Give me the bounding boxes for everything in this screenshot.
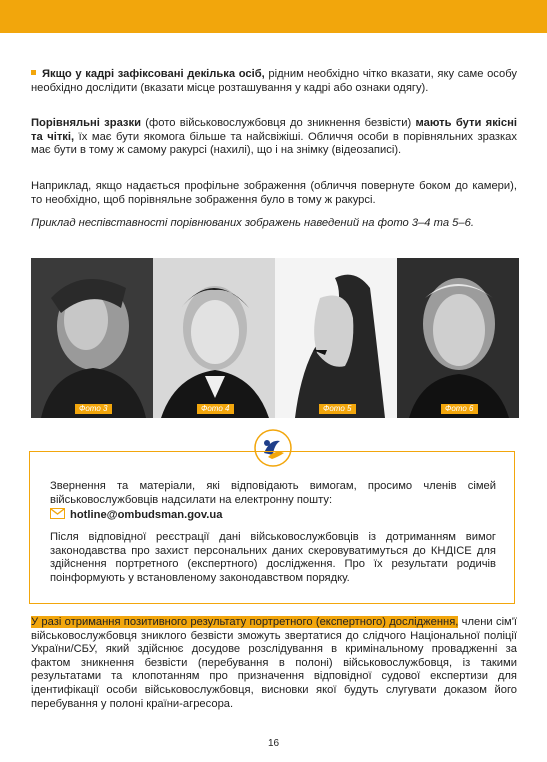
photo-6	[397, 258, 519, 418]
portrait-image	[31, 258, 153, 418]
paragraph-bold-lead: Порівняльні зразки	[31, 117, 141, 129]
bullet-marker	[31, 70, 36, 75]
photo-3	[31, 258, 153, 418]
photo-caption: Фото 5	[319, 404, 356, 414]
envelope-icon	[50, 508, 65, 519]
photo-caption: Фото 3	[75, 404, 112, 414]
box-registration-text: Після відповідної реєстрації дані військовослужбовців із дотриманням вимог законодавства про захист персональних даних скеровуватимуться до КНДІСЕ для здійснення портретного (експертного) дослідження. Про їх результати родичів поінформують у встановленому законодавством порядку.	[50, 531, 496, 584]
paragraph-profile-example: Наприклад, якщо надається профільне зображення (обличчя повернуте боком до камери), то необхідно, щоб порівняльне зображення було в тому ж ракурсі.	[31, 180, 517, 206]
photo-caption: Фото 6	[441, 404, 478, 414]
paragraph-text: рідним необхідно чітко вказати, яку саме особу необхідно дослідити (вказати місце розташування у кадрі або ознаки одягу).	[31, 68, 518, 94]
paragraph-comparison-samples	[31, 117, 517, 158]
email-row	[50, 508, 222, 523]
portrait-image	[275, 258, 397, 418]
paragraph-photo-example-caption: Приклад неспівставності порівнюваних зображень наведений на фото 3–4 та 5–6.	[31, 217, 474, 229]
paragraph-multiple-persons	[31, 68, 517, 95]
highlighted-lead: У разі отримання позитивного результату портретного (експертного) дослідження,	[31, 616, 459, 628]
page-number: 16	[267, 738, 280, 749]
paragraph-text: їх має бути якомога більше та найсвіжіші. Обличчя особи в порівняльних зразках має бути в тому ж самому ракурсі (нахилі), що і на знімку (відеозаписі).	[31, 130, 517, 157]
portrait-image	[153, 258, 275, 418]
portrait-image	[397, 258, 519, 418]
paragraph-bold-emphasis: мають бути якісні та чіткі,	[31, 117, 517, 143]
box-intro-text: Звернення та матеріали, які відповідають вимогам, просимо членів сімей військовослужбовців надсилати на електронну пошту:	[50, 480, 496, 506]
paragraph-positive-result	[31, 616, 517, 711]
photo-5	[275, 258, 397, 418]
photo-4	[153, 258, 275, 418]
email-link[interactable]: hotline@ombudsman.gov.ua	[70, 509, 223, 521]
photo-caption: Фото 4	[197, 404, 234, 414]
paragraph-text: члени сім'ї військовослужбовця зниклого безвісти зможуть звертатися до слідчого Національної поліції України/СБУ, який здійснює досудове розслідування в кримінальному провадженні за фактом зникнення безвісти (перебування в полоні) військовослужбовця, із такими результатами та клопотанням про призначення відповідної судової експертизи для ідентифікації особи військовослужбовця, висновки якої будуть слугувати доказом його перебування у полоні країни-агресора.	[31, 616, 517, 710]
paragraph-text: (фото військовослужбовця до зникнення безвісти)	[140, 117, 416, 129]
top-accent-bar	[0, 0, 547, 33]
paragraph-bold-lead: Якщо у кадрі зафіксовані декілька осіб,	[42, 68, 265, 80]
contact-info-box	[29, 451, 515, 604]
